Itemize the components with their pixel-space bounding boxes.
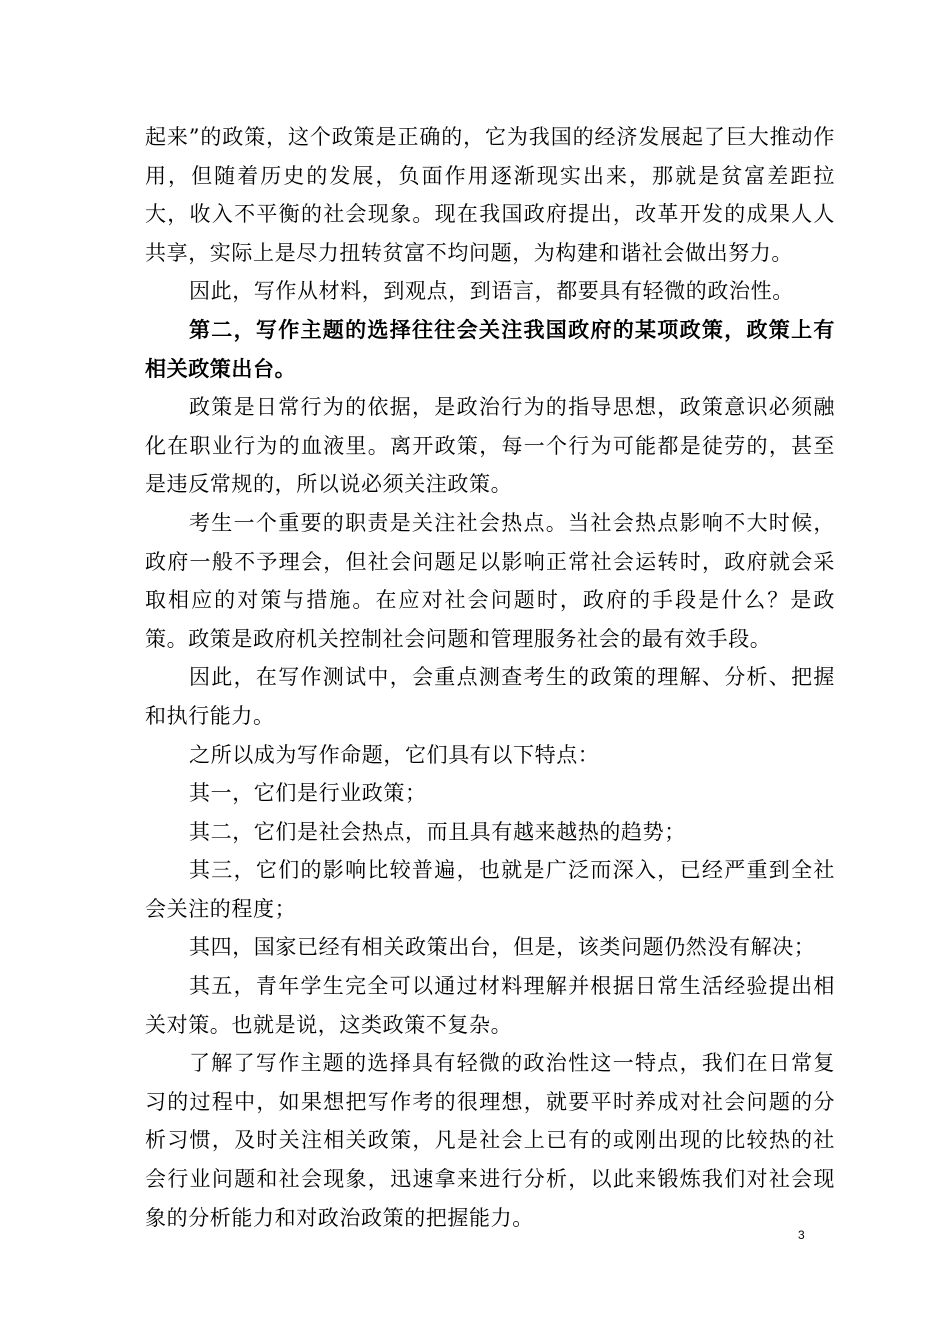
page-number: 3: [798, 1228, 805, 1242]
list-item-first: 其一，它们是行业政策；: [189, 781, 427, 806]
paragraph-continued: 起来”的政策，这个政策是正确的，它为我国的经济发展起了巨大推动作用，但随着历史的发展，负面作用逐渐现实出来，那就是贫富差距拉大，收入不平衡的社会现象。现在我国政府提出，改革开发的成果人人共享，实际上是尽力扭转贫富不均问题，为构建和谐社会做出努力。: [145, 125, 835, 265]
document-body: [145, 118, 835, 1237]
paragraph-features-intro: 之所以成为写作命题，它们具有以下特点：: [189, 742, 600, 767]
list-item-second: 其二，它们是社会热点，而且具有越来越热的趋势；: [189, 819, 686, 844]
paragraph-test-focus: 因此，在写作测试中，会重点测查考生的政策的理解、分析、把握和执行能力。: [145, 665, 835, 728]
list-item-fourth: 其四，国家已经有相关政策出台，但是，该类问题仍然没有解决；: [189, 935, 816, 960]
paragraph-social-hotspots: 考生一个重要的职责是关注社会热点。当社会热点影响不大时候，政府一般不予理会，但社会问题足以影响正常社会运转时，政府就会采取相应的对策与措施。在应对社会问题时，政府的手段是什么？是政策。政策是政府机关控制社会问题和管理服务社会的最有效手段。: [145, 510, 835, 651]
paragraph-policy-basis: 政策是日常行为的依据，是政治行为的指导思想，政策意识必须融化在职业行为的血液里。离开政策，每一个行为可能都是徒劳的，甚至是违反常规的，所以说必须关注政策。: [145, 395, 835, 497]
paragraph-conclusion: 因此，写作从材料，到观点，到语言，都要具有轻微的政治性。: [189, 279, 794, 304]
paragraph-summary: 了解了写作主题的选择具有轻微的政治性这一特点，我们在日常复习的过程中，如果想把写作考的很理想，就要平时养成对社会问题的分析习惯，及时关注相关政策，凡是社会上已有的或刚出现的比较热的社会行业问题和社会现象，迅速拿来进行分析，以此来锻炼我们对社会现象的分析能力和对政治政策的把握能力。: [145, 1051, 835, 1230]
list-item-fifth: 其五，青年学生完全可以通过材料理解并根据日常生活经验提出相关对策。也就是说，这类政策不复杂。: [145, 974, 835, 1037]
section-heading-second: 第二，写作主题的选择往往会关注我国政府的某项政策，政策上有相关政策出台。: [145, 317, 835, 381]
list-item-third: 其三，它们的影响比较普遍，也就是广泛而深入，已经严重到全社会关注的程度；: [145, 858, 835, 921]
